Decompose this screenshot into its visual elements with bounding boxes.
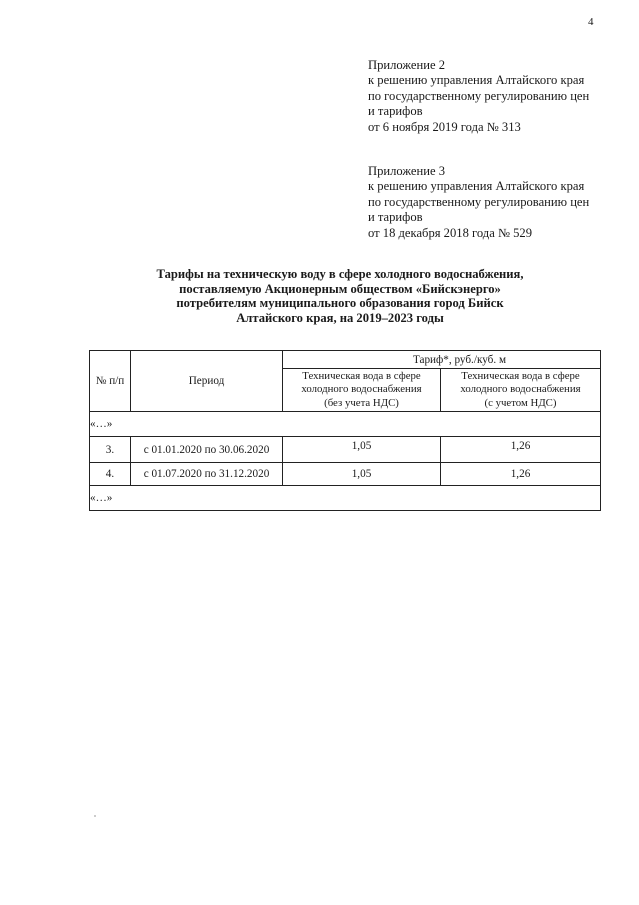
annex-2-line: и тарифов [368,104,423,119]
ellipsis-bottom: «…» [90,486,601,511]
annex-2-line: от 6 ноября 2019 года № 313 [368,119,521,134]
header-with-vat-line: холодного водоснабжения [460,383,581,396]
title-line: поставляемую Акционерным обществом «Бийскэнерго» [179,281,501,296]
table-header-row [90,351,601,369]
header-with-vat-line: (с учетом НДС) [484,396,557,409]
annex-3-line: Приложение 3 [368,164,446,178]
title-line: потребителям муниципального образования город Бийск [176,296,504,311]
table-row [90,437,601,463]
annex-2-line: по государственному регулированию цен [368,88,590,103]
row-tariff-with-vat: 1,26 [441,437,601,463]
header-without-vat-line: (без учета НДС) [324,396,399,409]
annex-2-line: к решению управления Алтайского края [368,73,585,88]
annex-3-line: и тарифов [368,210,423,225]
document-title [100,267,580,325]
scan-speck [94,815,96,817]
header-tariff-group [283,351,601,369]
row-tariff-without-vat: 1,05 [283,463,441,486]
page-number: 4 [588,16,594,28]
header-without-vat [283,369,441,412]
row-tariff-with-vat: 1,26 [441,463,601,486]
header-tariff-group-label: Тариф*, руб./куб. м [412,353,507,366]
table-row-ellipsis [90,412,601,437]
annex-2-line: Приложение 2 [368,58,446,72]
annex-3-line: по государственному регулированию цен [368,194,590,209]
header-period: Период [131,351,283,412]
row-period: с 01.01.2020 по 30.06.2020 [131,437,283,463]
row-number: 3. [90,437,131,463]
row-number: 4. [90,463,131,486]
table-row [90,463,601,486]
annex-3-header [368,164,618,241]
ellipsis-top: «…» [90,412,601,437]
header-with-vat-line: Техническая вода в сфере [461,369,580,382]
table-row-ellipsis [90,486,601,511]
header-with-vat [441,369,601,412]
row-tariff-without-vat: 1,05 [283,437,441,463]
row-period: с 01.07.2020 по 31.12.2020 [131,463,283,486]
header-without-vat-line: холодного водоснабжения [301,383,422,396]
title-line: Алтайского края, на 2019–2023 годы [236,310,444,325]
annex-3-line: от 18 декабря 2018 года № 529 [368,225,533,240]
annex-2-header [368,58,618,135]
header-number: № п/п [90,351,131,412]
annex-3-line: к решению управления Алтайского края [368,179,585,194]
tariff-table [89,350,601,511]
header-without-vat-line: Техническая вода в сфере [302,369,421,382]
title-line: Тарифы на техническую воду в сфере холодного водоснабжения, [156,267,524,281]
